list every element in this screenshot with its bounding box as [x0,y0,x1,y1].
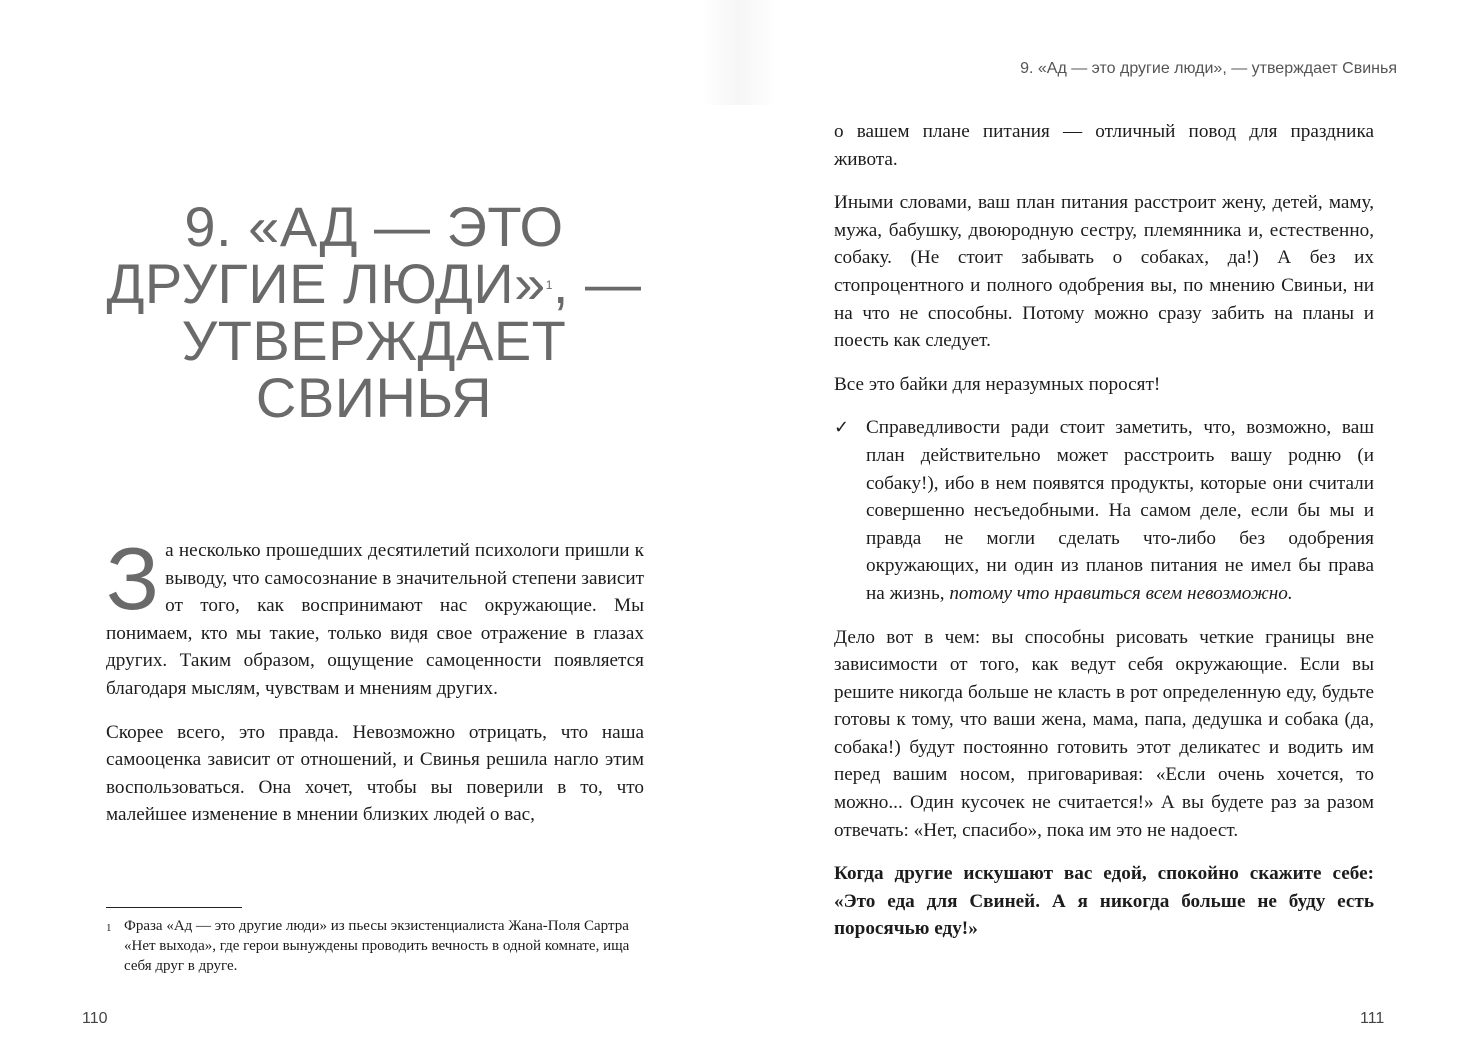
checkmark-list-item [834,414,1374,607]
right-paragraph-1: о вашем плане питания — отличный повод для праздника живота. [834,121,1374,170]
right-paragraph-4: Дело вот в чем: вы способны рисовать четкие границы вне зависимости от того, как ведут себя окружающие. Если вы решите никогда больше не класть в рот определенную еду, будьте готовы к тому, что ваши жена, мама, папа, дедушка и собака (да, собака!) будут постоянно готовить этот деликатес и водить им перед вашим носом, приговаривая: «Если очень хочется, то можно... Один кусочек не считается!» А вы будете раз за разом отвечать: «Нет, спасибо», пока им это не надоест. [834,626,1374,841]
left-paragraph-1 [106,529,644,703]
footnote-text: Фраза «Ад — это другие люди» из пьесы экзистенциалиста Жана-Поля Сартра «Нет выхода», где герои вынуждены проводить вечность в одной комнате, ища себя друг в друге. [124,918,630,974]
right-paragraph-3: Все это байки для неразумных поросят! [834,373,1161,395]
chapter-title-line-2 [104,252,644,315]
page-number-left: 110 [82,1010,108,1027]
footnote-marker[interactable]: 1 [545,278,553,292]
chapter-title-line-1: 9. «АД — ЭТО [184,195,564,258]
chapter-title-line-3: УТВЕРЖДАЕТ [181,309,567,372]
checkmark-icon: ✓ [834,417,850,439]
chapter-title [104,195,644,429]
footnote-number: 1 [106,922,112,934]
drop-cap: З [106,529,160,628]
footnote [106,916,646,976]
chapter-title-line-2-tail: , — [552,252,642,315]
footnote-divider [106,907,242,908]
left-body-text [106,529,644,845]
page-number-right: 111 [1360,1010,1385,1027]
left-paragraph-2: Скорее всего, это правда. Невозможно отрицать, что наша самооценка зависит от отношений, и Свинья решила нагло этим воспользоваться. Она хочет, чтобы вы поверили в то, что малейшее изменение в мнении близких людей о вас, [106,721,644,826]
checkmark-item-text: Справедливости ради стоит заметить, что, возможно, ваш план действительно может расстроить вашу родню (и собаку!), ибо в нем появятся продукты, которые они считали совершенно несъедобными. На самом деле, если бы мы и правда не могли сделать что-либо без одобрения окружающих, ни один из планов питания не имел бы права на жизнь, [866,417,1374,604]
chapter-title-line-4: СВИНЬЯ [255,366,493,429]
right-page [740,0,1479,1045]
left-paragraph-1-text: а несколько прошедших десятилетий психологи пришли к выводу, что самосознание в значительной степени зависит от того, как воспринимают нас окружающие. Мы понимаем, кто мы такие, только видя свое отражение в глазах других. Таким образом, ощущение самоценности появляется благодаря мыслям, чувствам и мнениям других. [106,540,644,699]
right-paragraph-2: Иными словами, ваш план питания расстроит жену, детей, маму, мужа, бабушку, двоюродную сестру, племянника и, естественно, собаку. (Не стоит забывать о собаках, да!) А без их стопроцентного и полного одобрения вы, по мнению Свиньи, ни на что не способны. Потому можно сразу забить на планы и поесть как следует. [834,192,1374,352]
right-body-text [834,118,1374,959]
running-header: 9. «Ад — это другие люди», — утверждает Свинья [1020,60,1397,77]
right-paragraph-5-bold: Когда другие искушают вас едой, спокойно скажите себе: «Это еда для Свиней. А я никогда больше не буду есть поросячью еду!» [834,863,1374,940]
chapter-title-line-2-text: ДРУГИЕ ЛЮДИ» [106,252,546,315]
checkmark-item-italic: потому что нравиться всем невозможно. [949,582,1293,604]
